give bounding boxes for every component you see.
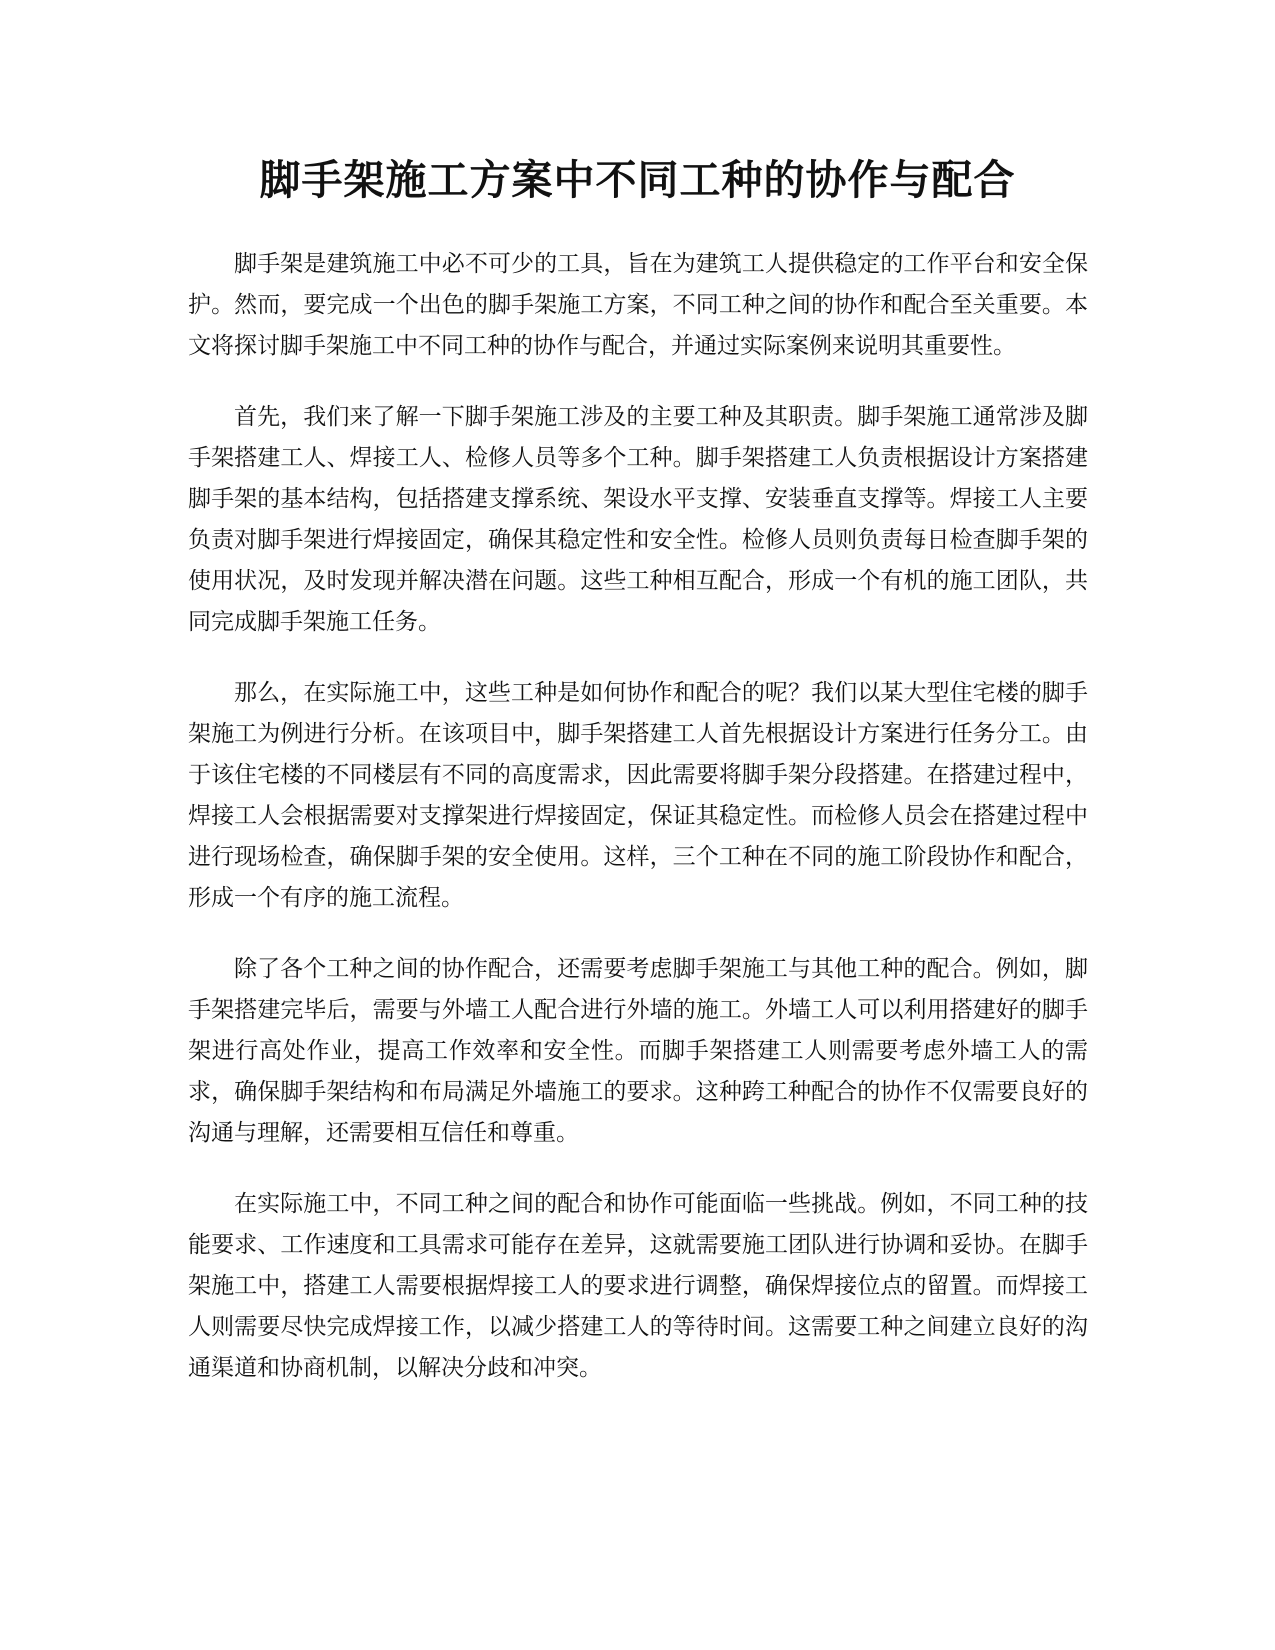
document-body [188, 244, 1088, 1419]
paragraph: 脚手架是建筑施工中必不可少的工具，旨在为建筑工人提供稳定的工作平台和安全保护。然而，要完成一个出色的脚手架施工方案，不同工种之间的协作和配合至关重要。本文将探讨脚手架施工中不同工种的协作与配合，并通过实际案例来说明其重要性。 [188, 251, 1088, 359]
page-title: 脚手架施工方案中不同工种的协作与配合 [259, 156, 1016, 204]
paragraph: 在实际施工中，不同工种之间的配合和协作可能面临一些挑战。例如，不同工种的技能要求、工作速度和工具需求可能存在差异，这就需要施工团队进行协调和妥协。在脚手架施工中，搭建工人需要根据焊接工人的要求进行调整，确保焊接位点的留置。而焊接工人则需要尽快完成焊接工作，以减少搭建工人的等待时间。这需要工种之间建立良好的沟通渠道和协商机制，以解决分歧和冲突。 [188, 1191, 1088, 1381]
paragraph: 除了各个工种之间的协作配合，还需要考虑脚手架施工与其他工种的配合。例如，脚手架搭建完毕后，需要与外墙工人配合进行外墙的施工。外墙工人可以利用搭建好的脚手架进行高处作业，提高工作效率和安全性。而脚手架搭建工人则需要考虑外墙工人的需求，确保脚手架结构和布局满足外墙施工的要求。这种跨工种配合的协作不仅需要良好的沟通与理解，还需要相互信任和尊重。 [188, 956, 1088, 1146]
paragraph: 那么，在实际施工中，这些工种是如何协作和配合的呢？我们以某大型住宅楼的脚手架施工为例进行分析。在该项目中，脚手架搭建工人首先根据设计方案进行任务分工。由于该住宅楼的不同楼层有不同的高度需求，因此需要将脚手架分段搭建。在搭建过程中，焊接工人会根据需要对支撑架进行焊接固定，保证其稳定性。而检修人员会在搭建过程中进行现场检查，确保脚手架的安全使用。这样，三个工种在不同的施工阶段协作和配合，形成一个有序的施工流程。 [188, 680, 1088, 911]
paragraph: 首先，我们来了解一下脚手架施工涉及的主要工种及其职责。脚手架施工通常涉及脚手架搭建工人、焊接工人、检修人员等多个工种。脚手架搭建工人负责根据设计方案搭建脚手架的基本结构，包括搭建支撑系统、架设水平支撑、安装垂直支撑等。焊接工人主要负责对脚手架进行焊接固定，确保其稳定性和安全性。检修人员则负责每日检查脚手架的使用状况，及时发现并解决潜在问题。这些工种相互配合，形成一个有机的施工团队，共同完成脚手架施工任务。 [188, 404, 1088, 635]
